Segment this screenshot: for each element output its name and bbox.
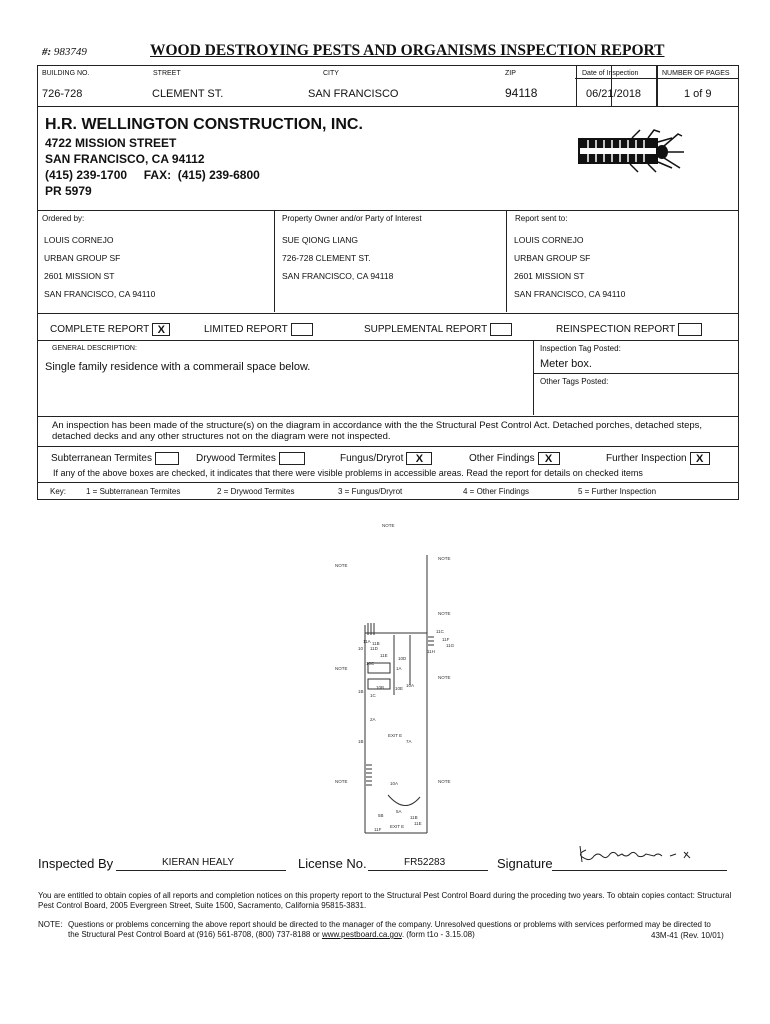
other-tags-label: Other Tags Posted: [540, 377, 609, 386]
owner-label: Property Owner and/or Party of Interest [282, 214, 422, 223]
further-inspection-label: Further Inspection [606, 453, 687, 465]
other-findings-option [469, 452, 560, 465]
diagram-label: NOTE [382, 523, 395, 528]
diagram-label: NOTE [335, 779, 348, 784]
supplemental-report-label: SUPPLEMENTAL REPORT [364, 324, 488, 336]
company-phone: (415) 239-1700 FAX: (415) 239-6800 [45, 168, 260, 182]
zip: 94118 [505, 86, 538, 100]
termite-logo-icon [568, 128, 688, 174]
complete-report-checkbox[interactable]: X [152, 323, 170, 336]
sent-to-line: URBAN GROUP SF [514, 253, 591, 263]
limited-report-option [204, 323, 313, 336]
report-number-value: 983749 [53, 46, 87, 58]
diagram-label: 1C [370, 693, 376, 698]
fungus-option [340, 452, 432, 465]
diagram-label: 11B [372, 641, 380, 646]
report-sent-to [514, 231, 625, 303]
inspection-tag-label: Inspection Tag Posted: [540, 344, 621, 353]
subterranean-option [51, 452, 179, 465]
key-item: 2 = Drywood Termites [217, 487, 295, 496]
city-label: CITY [323, 70, 339, 77]
inspection-date: 06/21/2018 [586, 88, 642, 100]
floor-plan-diagram [320, 515, 470, 845]
form-number: 43M-41 (Rev. 10/01) [651, 931, 724, 940]
other-findings-checkbox[interactable]: X [538, 452, 560, 465]
ordered-by [44, 231, 155, 303]
footer-note-text: Questions or problems concerning the above report should be directed to the manager of the company. Unresolved questions or problems with services performed may be directed to the Structural Pest Control Board at (916) 561-8708, (800) 737-8188 or [68, 920, 711, 939]
findings-note: If any of the above boxes are checked, it indicates that there were visible problems in accessible areas. Read the report for details on checked items [53, 468, 643, 478]
page-count: 1 of 9 [684, 88, 712, 100]
inspector-name: KIERAN HEALY [162, 857, 235, 868]
company-address1: 4722 MISSION STREET [45, 136, 177, 150]
date-label: Date of Inspection [582, 70, 639, 77]
diagram-label: 11E [414, 821, 422, 826]
report-number [42, 46, 87, 58]
diagram-label: NOTE [438, 779, 451, 784]
diagram-label: NOTE [438, 675, 451, 680]
diagram-label: 11B [410, 815, 418, 820]
diagram-label: NOTE [438, 556, 451, 561]
diagram-label: 2A [370, 717, 376, 722]
diagram-label: 1A [396, 666, 402, 671]
ordered-by-line: URBAN GROUP SF [44, 253, 121, 263]
general-description-label: GENERAL DESCRIPTION: [52, 345, 137, 352]
company-license: PR 5979 [45, 184, 92, 198]
signature-label: Signature [497, 856, 553, 871]
owner-line: 726-728 CLEMENT ST. [282, 253, 371, 263]
diagram-label: 11D [370, 646, 378, 651]
subterranean-checkbox[interactable] [155, 452, 179, 465]
inspector-signature-icon [572, 842, 712, 868]
building-no: 726-728 [42, 88, 83, 100]
diagram-label: 11G [446, 643, 455, 648]
diagram-label: 1B [358, 739, 364, 744]
limited-report-label: LIMITED REPORT [204, 324, 288, 336]
diagram-label: 10E [395, 686, 404, 691]
diagram-label: 10 [358, 646, 364, 651]
drywood-label: Drywood Termites [196, 453, 276, 465]
reinspection-report-checkbox[interactable] [678, 323, 702, 336]
diagram-label: 10A [390, 781, 399, 786]
report-number-label: #: [42, 46, 52, 58]
supplemental-report-checkbox[interactable] [490, 323, 512, 336]
ordered-by-line: 2601 MISSION ST [44, 271, 115, 281]
company-name: H.R. WELLINGTON CONSTRUCTION, INC. [45, 116, 363, 133]
diagram-label: EXIT E [390, 824, 405, 829]
sent-to-line: 2601 MISSION ST [514, 271, 585, 281]
diagram-label: NOTE [438, 611, 451, 616]
diagram-label: 1B [358, 689, 364, 694]
street: CLEMENT ST. [152, 88, 224, 100]
diagram-label: 10B [376, 685, 385, 690]
diagram-label: 11F [442, 637, 450, 642]
reinspection-report-label: REINSPECTION REPORT [556, 324, 676, 336]
diagram-label: 11F [374, 827, 382, 832]
limited-report-checkbox[interactable] [291, 323, 313, 336]
form-reference: . (form t1o - 3.15.08) [401, 930, 475, 939]
subterranean-label: Subterranean Termites [51, 453, 152, 465]
diagram-label: 10C [366, 661, 375, 666]
note-prefix: NOTE: [38, 920, 63, 929]
rights-notice: You are entitled to obtain copies of all reports and completion notices on this property report to the Structural Pest Control Board during the proceding two years. To obtain copies contact: Structural Pest Control Board, 2005 Evergreen Street, Suite 1500, Sacramento, California 95815-3831. [38, 891, 732, 910]
property-owner [282, 231, 393, 285]
zip-label: ZIP [505, 70, 516, 77]
diagram-label: 11H [427, 649, 435, 654]
ordered-by-line: LOUIS CORNEJO [44, 235, 114, 245]
inspection-tag-value: Meter box. [540, 358, 592, 370]
complete-report-option [50, 323, 170, 336]
license-number: FR52283 [404, 857, 446, 868]
reinspection-report-option [556, 323, 702, 336]
other-findings-label: Other Findings [469, 453, 535, 465]
drywood-option [196, 452, 305, 465]
owner-line: SUE QIONG LIANG [282, 235, 359, 245]
key-item: 4 = Other Findings [463, 487, 530, 496]
further-inspection-option [606, 452, 710, 465]
diagram-label: 11E [380, 653, 388, 658]
sent-to-line: LOUIS CORNEJO [514, 235, 584, 245]
ordered-by-line: SAN FRANCISCO, CA 94110 [44, 289, 156, 299]
city: SAN FRANCISCO [308, 88, 399, 100]
pages-label: NUMBER OF PAGES [662, 70, 730, 77]
diagram-label: NOTE [335, 666, 348, 671]
company-address2: SAN FRANCISCO, CA 94112 [45, 152, 205, 166]
diagram-label: 5A [396, 809, 402, 814]
diagram-label: 11A [363, 639, 371, 644]
license-label: License No. [298, 856, 367, 871]
sent-to-label: Report sent to: [515, 214, 568, 223]
diagram-label: 10D [398, 656, 407, 661]
diagram-label: 11C [436, 629, 444, 634]
diagram-label: 7A [406, 739, 412, 744]
footer-note [68, 920, 718, 940]
inspected-by-label: Inspected By [38, 856, 114, 871]
diagram-label: 5B [378, 813, 384, 818]
diagram-label: NOTE [335, 563, 348, 568]
diagram-label: EXIT E [388, 733, 403, 738]
supplemental-report-option [364, 323, 512, 336]
fungus-checkbox[interactable]: X [406, 452, 432, 465]
complete-report-label: COMPLETE REPORT [50, 324, 150, 336]
inspection-statement: An inspection has been made of the structure(s) on the diagram in accordance with the the Structural Pest Control Act. Detached porches, detached steps, detached decks and any other structures not on the diagram were not inspected. [52, 420, 703, 442]
sent-to-line: SAN FRANCISCO, CA 94110 [514, 289, 626, 299]
key-item: 1 = Subterranean Termites [86, 487, 181, 496]
pestboard-link[interactable]: www.pestboard.ca.gov [321, 930, 402, 939]
ordered-by-label: Ordered by: [42, 214, 85, 223]
key-label: Key: [50, 487, 67, 496]
street-label: STREET [153, 70, 181, 77]
general-description: Single family residence with a commerail space below. [45, 361, 311, 373]
report-title: WOOD DESTROYING PESTS AND ORGANISMS INSPECTION REPORT [150, 42, 665, 59]
drywood-checkbox[interactable] [279, 452, 305, 465]
key-item: 5 = Further Inspection [578, 487, 657, 496]
diagram-label: 10A [406, 683, 415, 688]
key-item: 3 = Fungus/Dryrot [338, 487, 403, 496]
owner-line: SAN FRANCISCO, CA 94118 [282, 271, 394, 281]
further-inspection-checkbox[interactable]: X [690, 452, 710, 465]
building-no-label: BUILDING NO. [42, 70, 90, 77]
fungus-label: Fungus/Dryrot [340, 453, 404, 465]
